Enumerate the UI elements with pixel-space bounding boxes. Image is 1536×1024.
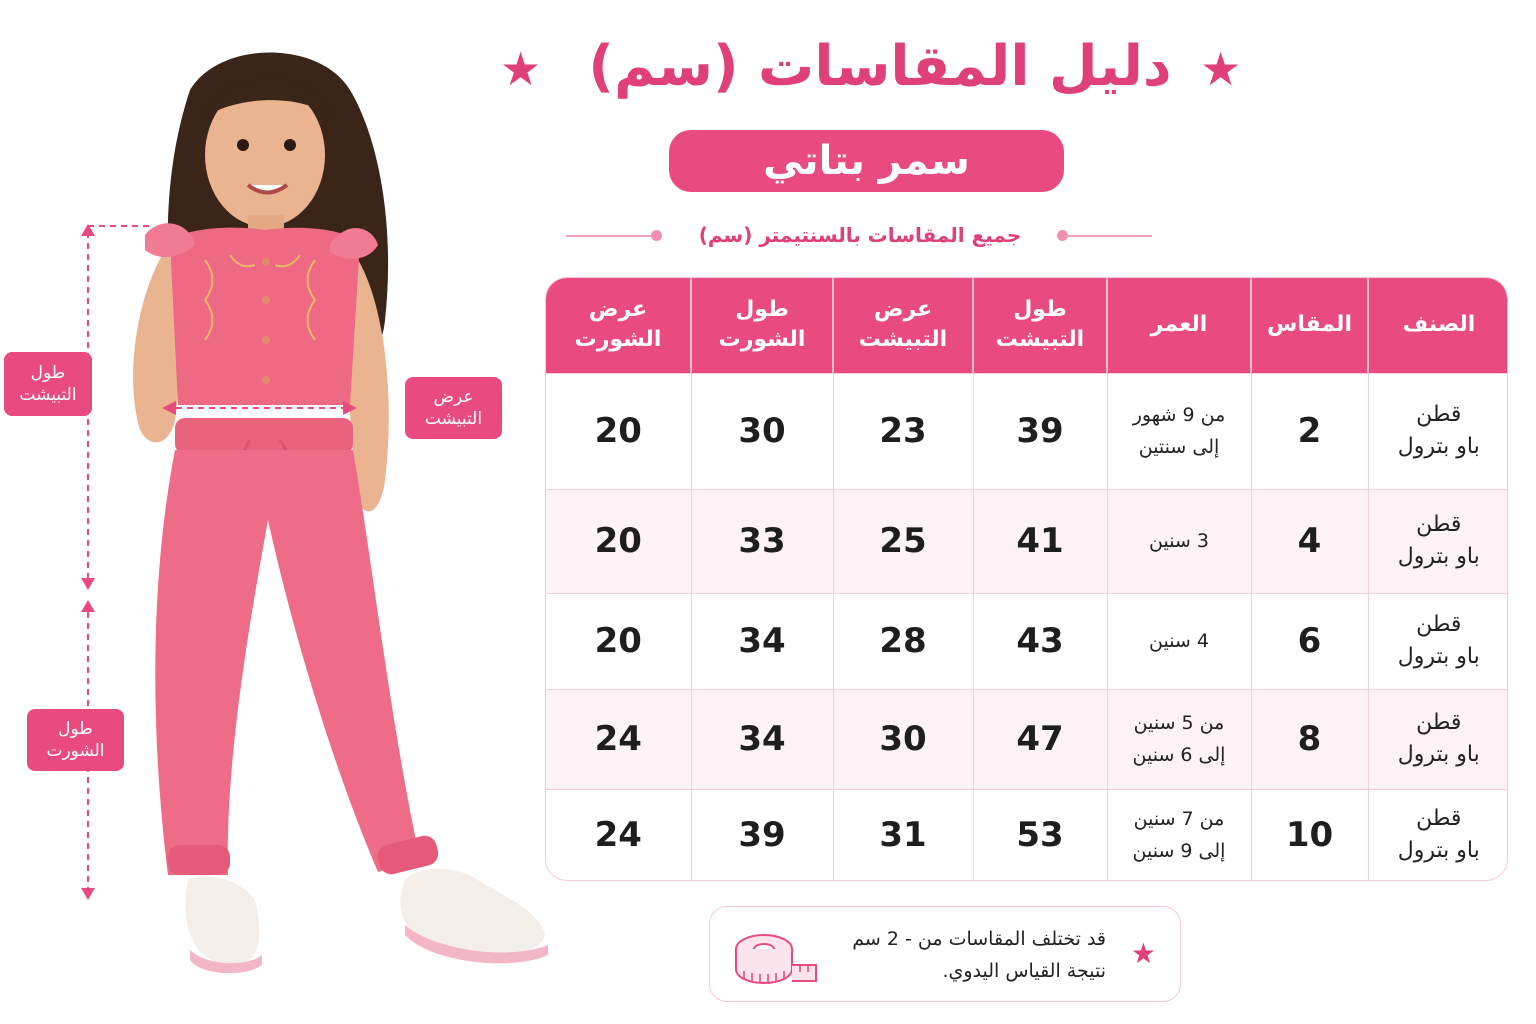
cell-age: 3 سنين (1107, 489, 1251, 593)
cell-top-width: 23 (833, 373, 973, 489)
measurement-note (709, 906, 1181, 1002)
cell-shorts-length: 33 (691, 489, 833, 593)
size-chart-table (545, 277, 1508, 881)
table-row (546, 689, 1508, 789)
cell-top-length: 53 (973, 789, 1107, 881)
cell-top-width: 30 (833, 689, 973, 789)
cell-shorts-width: 24 (546, 789, 691, 881)
cell-type: قطن باو بترول (1368, 689, 1508, 789)
cell-size: 6 (1251, 593, 1368, 689)
cell-shorts-width: 20 (546, 489, 691, 593)
header-type: الصنف (1368, 278, 1508, 373)
cell-size: 8 (1251, 689, 1368, 789)
cell-top-length: 47 (973, 689, 1107, 789)
star-icon: ★ (1130, 937, 1156, 970)
cell-type: قطن باو بترول (1368, 789, 1508, 881)
page-title: دليل المقاسات (سم) (588, 34, 1172, 99)
cell-top-length: 43 (973, 593, 1107, 689)
cell-shorts-length: 34 (691, 593, 833, 689)
cell-top-width: 31 (833, 789, 973, 881)
cell-age: من 5 سنين إلى 6 سنين (1107, 689, 1251, 789)
top-length-label: طول التبيشت (4, 352, 92, 416)
cell-shorts-width: 20 (546, 373, 691, 489)
cell-type: قطن باو بترول (1368, 373, 1508, 489)
header-top-length: طول التبيشت (973, 278, 1107, 373)
cell-type: قطن باو بترول (1368, 489, 1508, 593)
header-size: المقاس (1251, 278, 1368, 373)
cell-top-width: 25 (833, 489, 973, 593)
cell-size: 2 (1251, 373, 1368, 489)
table-row (546, 789, 1508, 881)
cell-size: 10 (1251, 789, 1368, 881)
cell-shorts-length: 34 (691, 689, 833, 789)
header-shorts-width: عرض الشورت (546, 278, 691, 373)
header-top-width: عرض التبيشت (833, 278, 973, 373)
cell-shorts-width: 24 (546, 689, 691, 789)
header-shorts-length: طول الشورت (691, 278, 833, 373)
table-row (546, 489, 1508, 593)
girl-in-jumpsuit-image (0, 0, 560, 1024)
cell-age: 4 سنين (1107, 593, 1251, 689)
header-age: العمر (1107, 278, 1251, 373)
divider (1066, 235, 1152, 237)
divider (566, 235, 654, 237)
model-illustration (0, 0, 560, 1024)
shorts-length-label: طول الشورت (27, 709, 124, 771)
star-icon: ★ (1200, 42, 1242, 96)
note-text: قد تختلف المقاسات من - 2 سم نتيجة القياس اليدوي. (852, 928, 1106, 982)
cell-top-length: 39 (973, 373, 1107, 489)
star-icon: ★ (500, 42, 542, 96)
brand-badge: سمر بتاتي (669, 130, 1064, 192)
table-row (546, 373, 1508, 489)
cell-shorts-width: 20 (546, 593, 691, 689)
cell-age: من 7 سنين إلى 9 سنين (1107, 789, 1251, 881)
cell-age: من 9 شهور إلى سنتين (1107, 373, 1251, 489)
units-subtitle: جميع المقاسات بالسنتيمتر (سم) (698, 223, 1022, 247)
top-width-label: عرض التبيشت (405, 377, 502, 439)
cell-top-width: 28 (833, 593, 973, 689)
cell-size: 4 (1251, 489, 1368, 593)
table-row (546, 593, 1508, 689)
cell-type: قطن باو بترول (1368, 593, 1508, 689)
table-header-row (546, 278, 1508, 373)
cell-shorts-length: 39 (691, 789, 833, 881)
cell-top-length: 41 (973, 489, 1107, 593)
cell-shorts-length: 30 (691, 373, 833, 489)
